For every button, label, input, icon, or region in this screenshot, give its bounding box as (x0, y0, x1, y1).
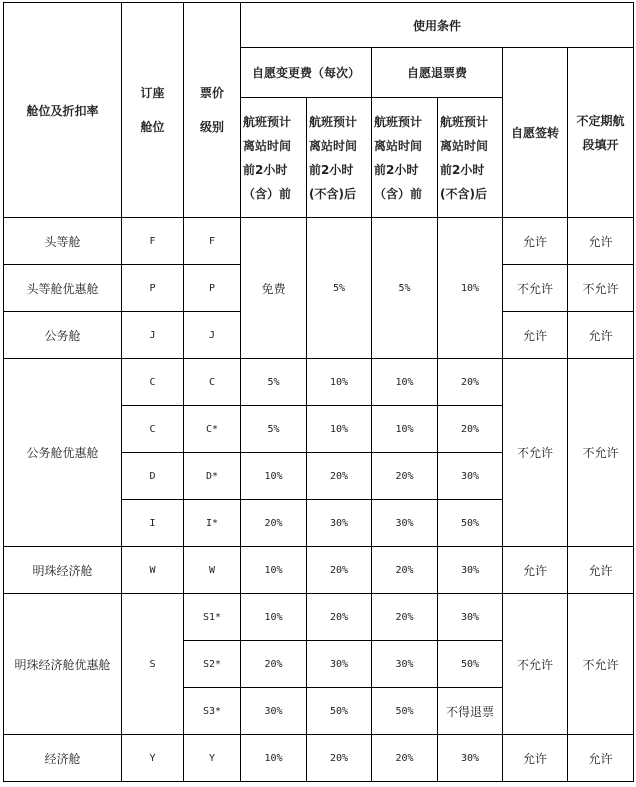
fare-level-cell: Y (184, 735, 241, 782)
header-change-before-2h (241, 98, 307, 218)
open-segment-cell: 允许 (568, 547, 634, 594)
endorse-cell: 不允许 (503, 594, 568, 735)
cabin-cell: 头等舱优惠舱 (4, 265, 122, 312)
fare-rules-table (3, 2, 634, 782)
header-open-segment-line1: 不定期航 (576, 113, 625, 128)
change-fee-before-cell: 10% (241, 547, 307, 594)
change-fee-after-cell: 30% (307, 500, 372, 547)
header-line: 航班预计 (309, 114, 358, 129)
fare-level-cell: D* (184, 453, 241, 500)
endorse-cell: 不允许 (503, 359, 568, 547)
header-line: (不含)后 (309, 186, 356, 201)
header-booking-class-line1: 订座 (140, 86, 165, 100)
cabin-cell: 经济舱 (4, 735, 122, 782)
endorse-cell: 允许 (503, 218, 568, 265)
open-segment-cell: 不允许 (568, 359, 634, 547)
refund-fee-after-cell: 20% (438, 359, 503, 406)
header-fare-level (184, 3, 241, 218)
change-fee-after-cell: 20% (307, 547, 372, 594)
refund-fee-after-cell: 50% (438, 500, 503, 547)
booking-class-cell: J (122, 312, 184, 359)
change-fee-after-cell: 10% (307, 406, 372, 453)
header-fare-level-line1: 票价 (199, 86, 224, 100)
header-voluntary-change: 自愿变更费（每次） (241, 48, 372, 98)
header-line: 离站时间 (440, 138, 489, 153)
fare-level-cell: S3* (184, 688, 241, 735)
refund-fee-before-cell: 10% (372, 406, 438, 453)
header-line: （含）前 (243, 186, 292, 201)
booking-class-cell: C (122, 406, 184, 453)
change-fee-after-cell: 20% (307, 594, 372, 641)
header-booking-class (122, 3, 184, 218)
booking-class-cell: C (122, 359, 184, 406)
open-segment-cell: 不允许 (568, 594, 634, 735)
change-fee-before-cell: 免费 (241, 218, 307, 359)
change-fee-before-cell: 5% (241, 359, 307, 406)
header-refund-before-2h (372, 98, 438, 218)
header-line: 前2小时 (309, 162, 354, 177)
cabin-cell: 头等舱 (4, 218, 122, 265)
change-fee-after-cell: 20% (307, 735, 372, 782)
change-fee-before-cell: 20% (241, 641, 307, 688)
change-fee-after-cell: 5% (307, 218, 372, 359)
fare-level-cell: S1* (184, 594, 241, 641)
cabin-cell: 公务舱优惠舱 (4, 359, 122, 547)
endorse-cell: 允许 (503, 312, 568, 359)
booking-class-cell: I (122, 500, 184, 547)
refund-fee-before-cell: 5% (372, 218, 438, 359)
refund-fee-before-cell: 20% (372, 453, 438, 500)
header-cabin-discount: 舱位及折扣率 (4, 3, 122, 218)
open-segment-cell: 不允许 (568, 265, 634, 312)
refund-fee-after-cell: 30% (438, 735, 503, 782)
change-fee-after-cell: 20% (307, 453, 372, 500)
change-fee-before-cell: 30% (241, 688, 307, 735)
change-fee-before-cell: 20% (241, 500, 307, 547)
header-line: 前2小时 (243, 162, 288, 177)
fare-level-cell: J (184, 312, 241, 359)
header-voluntary-endorse: 自愿签转 (503, 48, 568, 218)
fare-level-cell: F (184, 218, 241, 265)
change-fee-after-cell: 10% (307, 359, 372, 406)
cabin-cell: 公务舱 (4, 312, 122, 359)
change-fee-before-cell: 5% (241, 406, 307, 453)
endorse-cell: 允许 (503, 735, 568, 782)
refund-fee-before-cell: 10% (372, 359, 438, 406)
change-fee-after-cell: 50% (307, 688, 372, 735)
table-row (4, 547, 634, 594)
refund-fee-after-cell: 50% (438, 641, 503, 688)
refund-fee-after-cell: 30% (438, 594, 503, 641)
booking-class-cell: Y (122, 735, 184, 782)
header-line: (不含)后 (440, 186, 487, 201)
header-line: 航班预计 (374, 114, 423, 129)
change-fee-before-cell: 10% (241, 735, 307, 782)
table-row (4, 218, 634, 265)
refund-fee-after-cell: 10% (438, 218, 503, 359)
header-line: 离站时间 (374, 138, 423, 153)
header-line: （含）前 (374, 186, 423, 201)
header-voluntary-refund: 自愿退票费 (372, 48, 503, 98)
header-open-segment-line2: 段填开 (582, 137, 619, 152)
fare-level-cell: I* (184, 500, 241, 547)
change-fee-before-cell: 10% (241, 453, 307, 500)
fare-level-cell: C* (184, 406, 241, 453)
header-change-after-2h (307, 98, 372, 218)
fare-level-cell: C (184, 359, 241, 406)
fare-level-cell: S2* (184, 641, 241, 688)
refund-fee-after-cell: 30% (438, 453, 503, 500)
header-refund-after-2h (438, 98, 503, 218)
refund-fee-before-cell: 30% (372, 500, 438, 547)
refund-fee-before-cell: 20% (372, 594, 438, 641)
change-fee-before-cell: 10% (241, 594, 307, 641)
header-fare-level-line2: 级别 (199, 120, 224, 134)
booking-class-cell: F (122, 218, 184, 265)
header-line: 离站时间 (309, 138, 358, 153)
refund-fee-after-cell: 不得退票 (438, 688, 503, 735)
header-booking-class-line2: 舱位 (140, 120, 165, 134)
header-line: 前2小时 (440, 162, 485, 177)
endorse-cell: 允许 (503, 547, 568, 594)
booking-class-cell: S (122, 594, 184, 735)
change-fee-after-cell: 30% (307, 641, 372, 688)
open-segment-cell: 允许 (568, 312, 634, 359)
refund-fee-after-cell: 30% (438, 547, 503, 594)
header-line: 航班预计 (440, 114, 489, 129)
cabin-cell: 明珠经济舱优惠舱 (4, 594, 122, 735)
open-segment-cell: 允许 (568, 735, 634, 782)
refund-fee-before-cell: 20% (372, 547, 438, 594)
header-line: 离站时间 (243, 138, 292, 153)
refund-fee-before-cell: 20% (372, 735, 438, 782)
endorse-cell: 不允许 (503, 265, 568, 312)
fare-level-cell: P (184, 265, 241, 312)
refund-fee-before-cell: 50% (372, 688, 438, 735)
cabin-cell: 明珠经济舱 (4, 547, 122, 594)
table-row (4, 594, 634, 641)
booking-class-cell: P (122, 265, 184, 312)
booking-class-cell: W (122, 547, 184, 594)
header-line: 前2小时 (374, 162, 419, 177)
open-segment-cell: 允许 (568, 218, 634, 265)
table-row (4, 359, 634, 406)
table-row (4, 735, 634, 782)
refund-fee-before-cell: 30% (372, 641, 438, 688)
header-open-segment (568, 48, 634, 218)
booking-class-cell: D (122, 453, 184, 500)
refund-fee-after-cell: 20% (438, 406, 503, 453)
header-line: 航班预计 (243, 114, 292, 129)
fare-level-cell: W (184, 547, 241, 594)
header-conditions: 使用条件 (241, 3, 634, 48)
